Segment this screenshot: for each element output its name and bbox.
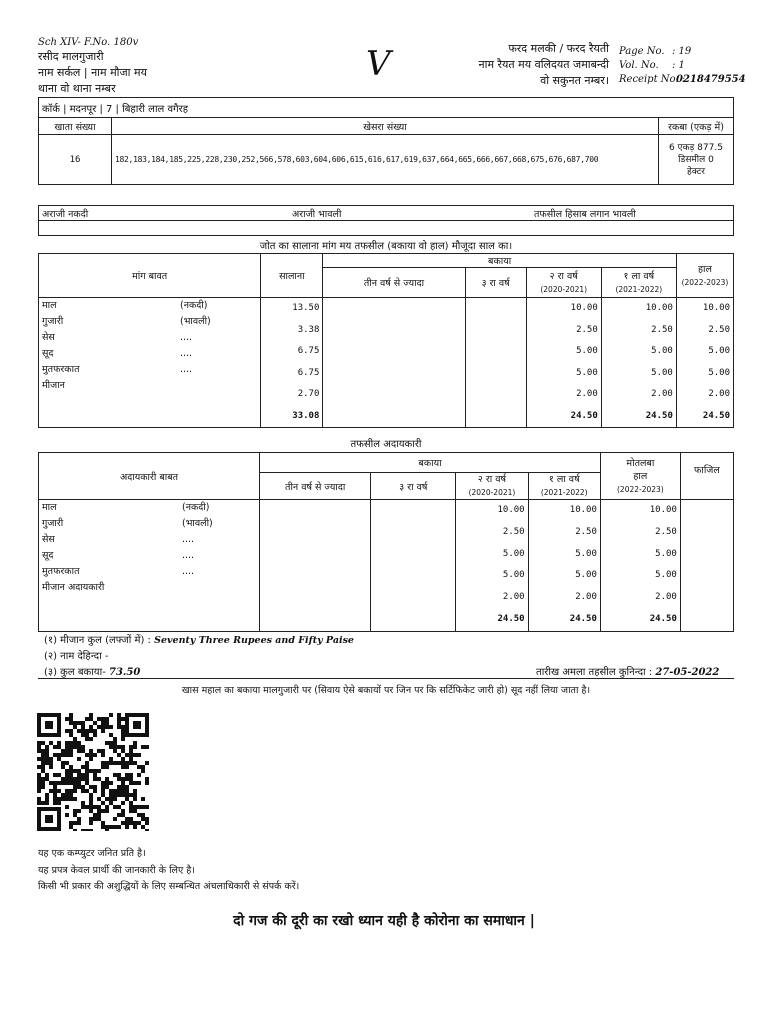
qr-code bbox=[37, 713, 149, 831]
motalba-hal-header: हाल bbox=[633, 470, 648, 482]
footer-line-1: यह एक कम्प्युटर जनित प्रति है। bbox=[38, 848, 146, 859]
pay-y1-gujari: 2.50 bbox=[575, 526, 597, 537]
doosra-varsh-year: (2020-2021) bbox=[540, 284, 588, 294]
pay-y2-mutafarkat: 2.00 bbox=[502, 592, 525, 603]
tafsil-hisab: तफसील हिसाब लगान भावली bbox=[531, 206, 734, 221]
pay-label-maal: माल bbox=[42, 502, 57, 513]
payment-doosra-varsh: २ रा वर्ष bbox=[477, 474, 506, 485]
payment-title: तफसील अदायकारी bbox=[350, 439, 422, 450]
payment-pehla-varsh: १ ला वर्ष bbox=[548, 474, 580, 485]
y2-sood: 5.00 bbox=[576, 367, 598, 378]
y1-gujari: 2.50 bbox=[651, 324, 673, 335]
label-gujari: गुजारी bbox=[42, 316, 64, 327]
pay-y1-ses: 5.00 bbox=[575, 548, 597, 559]
pay-hal-sood: 5.00 bbox=[655, 570, 677, 581]
motalba-hal-year: (2022-2023) bbox=[617, 484, 664, 494]
hal-sood: 5.00 bbox=[708, 367, 730, 378]
label-mutafarkat: मुतफरकात bbox=[42, 364, 80, 375]
pay-label-ses-dots: .... bbox=[182, 534, 195, 545]
khata-number: 16 bbox=[39, 135, 112, 185]
date-value: 27-05-2022 bbox=[655, 667, 720, 678]
label-mutafarkat-dots: .... bbox=[180, 364, 193, 375]
y2-maal: 10.00 bbox=[570, 303, 598, 313]
header-left-line-3: थाना वो थाना नम्बर bbox=[38, 82, 116, 95]
salana-ses: 6.75 bbox=[297, 346, 320, 356]
header-left-line-1: रसीद मालगुजारी bbox=[38, 50, 104, 63]
label-sood-dots: .... bbox=[180, 348, 193, 359]
khesra-numbers: 182,183,184,185,225,228,230,252,566,578,603,604,606,615,616,617,619,637,664,665,666,667,668,675,676,687,700 bbox=[112, 135, 659, 185]
vol-no-value: : 1 bbox=[672, 60, 685, 71]
label-meezan: मीजान bbox=[42, 380, 65, 391]
pay-hal-meezan: 24.50 bbox=[649, 613, 677, 624]
pay-y1-meezan: 24.50 bbox=[569, 613, 597, 624]
label-sood: सूद bbox=[42, 348, 54, 359]
pay-y2-maal: 10.00 bbox=[497, 505, 525, 515]
y1-maal: 10.00 bbox=[645, 303, 673, 313]
header-left-line-2: नाम सर्कल | नाम मौजा मय bbox=[38, 66, 147, 79]
salana-header: सालाना bbox=[261, 254, 323, 298]
page-no-label: Page No. bbox=[619, 46, 665, 57]
receipt-no-label: Receipt No. : bbox=[619, 74, 686, 85]
pay-label-mutafarkat: मुतफरकात bbox=[42, 566, 80, 577]
footer-line-3: किसी भी प्रकार की अशुद्धियों के लिए सम्बन्धित अंचलाधिकारी से संपर्क करें। bbox=[38, 881, 300, 892]
label-ses-dots: .... bbox=[180, 332, 193, 343]
araji-bhavli: अराजी भावली bbox=[289, 206, 531, 221]
pay-label-ses: सेस bbox=[42, 534, 55, 545]
hal-gujari: 2.50 bbox=[708, 324, 730, 335]
pay-y2-meezan: 24.50 bbox=[497, 613, 525, 624]
doosra-varsh-header: २ रा वर्ष bbox=[549, 270, 578, 282]
pay-label-sood: सूद bbox=[42, 550, 54, 561]
y2-mutafarkat: 2.00 bbox=[576, 389, 598, 399]
note-divider bbox=[38, 678, 734, 679]
pay-hal-gujari: 2.50 bbox=[655, 526, 677, 537]
hal-meezan: 24.50 bbox=[702, 410, 730, 421]
pay-y2-gujari: 2.50 bbox=[502, 526, 525, 537]
payment-pehla-year: (2021-2022) bbox=[540, 488, 588, 497]
footer-line-2: यह प्रपत्र केवल प्रार्थी की जानकारी के लिए है। bbox=[38, 865, 195, 876]
header-right-line-2: नाम रैयत मय वलिदयत जमाबन्दी bbox=[478, 58, 609, 71]
fazil-header: फाजिल bbox=[680, 453, 733, 500]
y2-gujari: 2.50 bbox=[576, 324, 598, 335]
total-bakaya-value: 73.50 bbox=[109, 667, 141, 678]
bakaya-header: बकाया bbox=[323, 254, 676, 268]
pay-y2-ses: 5.00 bbox=[502, 548, 525, 559]
khesra-number-header: खेसरा संख्या bbox=[112, 118, 659, 135]
rakba-acre: 6 एकड़ 877.5 bbox=[669, 142, 723, 153]
header-right-line-1: फरद मलकी / फरद रैयती bbox=[508, 42, 609, 55]
payment-teen-varsh: तीन वर्ष से ज्यादा bbox=[260, 473, 371, 500]
hal-mutafarkat: 2.00 bbox=[708, 389, 730, 399]
total-words-label: (१) मीजान कुल (लफ्जों में) : bbox=[44, 635, 151, 646]
teesra-varsh-header: ३ रा वर्ष bbox=[465, 268, 526, 298]
pay-hal-ses: 5.00 bbox=[655, 548, 677, 559]
pay-label-nakdi: (नकदी) bbox=[182, 502, 210, 513]
araji-table bbox=[38, 205, 734, 236]
total-bakaya-label: (३) कुल बकाया- bbox=[44, 667, 106, 678]
note-line: खास महाल का बकाया मालगुजारी पर (सिवाय ऐसे बकायों पर जिन पर कि सर्टिफिकेट जारी हो) सूद नहीं लिया जाता है। bbox=[181, 685, 591, 696]
payment-table bbox=[38, 452, 734, 632]
payment-bakaya-header: बकाया bbox=[260, 453, 601, 473]
rakba-header: रकबा (एकड़ में) bbox=[659, 118, 734, 135]
khata-table bbox=[38, 97, 734, 185]
salana-meezan: 33.08 bbox=[292, 410, 320, 421]
payment-teesra-varsh: ३ रा वर्ष bbox=[371, 473, 456, 500]
salana-gujari: 3.38 bbox=[297, 324, 320, 335]
hal-maal: 10.00 bbox=[702, 303, 730, 313]
y1-sood: 5.00 bbox=[651, 367, 673, 378]
y2-ses: 5.00 bbox=[576, 346, 598, 356]
pay-y2-sood: 5.00 bbox=[502, 570, 525, 581]
label-nakdi: (नकदी) bbox=[180, 300, 208, 311]
khata-number-header: खाता संख्या bbox=[39, 118, 112, 135]
slogan: दो गज की दूरी का रखो ध्यान यही है कोरोना का समाधान | bbox=[233, 913, 535, 929]
pay-y1-sood: 5.00 bbox=[575, 570, 597, 581]
page-no-value: : 19 bbox=[672, 46, 692, 57]
demand-table bbox=[38, 253, 734, 428]
y2-meezan: 24.50 bbox=[570, 410, 598, 421]
demand-title: जोत का सालाना मांग मय तफसील (बकाया वो हाल) मौजूदा साल का। bbox=[259, 241, 513, 252]
motalba-header: मोतलबा bbox=[626, 457, 655, 469]
pehla-varsh-header: १ ला वर्ष bbox=[623, 270, 655, 282]
y1-ses: 5.00 bbox=[651, 346, 673, 356]
adaykari-header: अदायकारी बाबत bbox=[39, 453, 260, 500]
maang-header: मांग बावत bbox=[39, 254, 261, 298]
pehla-varsh-year: (2021-2022) bbox=[615, 284, 663, 294]
pay-label-meezan: मीजान अदायकारी bbox=[42, 582, 105, 593]
hal-ses: 5.00 bbox=[708, 346, 730, 356]
pay-label-mutafarkat-dots: .... bbox=[182, 566, 195, 577]
pay-label-bhavli: (भावली) bbox=[182, 518, 213, 529]
pay-label-gujari: गुजारी bbox=[42, 518, 64, 529]
rakba-decimal: डिसमील 0 bbox=[678, 154, 714, 165]
payer-name-line: (२) नाम देहिन्दा - bbox=[44, 651, 109, 662]
teen-varsh-header: तीन वर्ष से ज्यादा bbox=[323, 268, 465, 298]
header-right-line-3: वो सकुनत नम्बर। bbox=[540, 74, 609, 87]
pay-y1-mutafarkat: 2.00 bbox=[575, 592, 597, 603]
hal-header: हाल bbox=[697, 263, 712, 275]
pay-hal-maal: 10.00 bbox=[649, 505, 677, 515]
schedule-number: Sch XIV- F.No. 180v bbox=[38, 37, 139, 48]
date-label: तारीख अमला तहसील कुनिन्दा : bbox=[536, 667, 653, 678]
salana-mutafarkat: 2.70 bbox=[297, 389, 320, 399]
araji-nakdi: अराजी नकदी bbox=[39, 206, 290, 221]
payment-doosra-year: (2020-2021) bbox=[468, 488, 516, 497]
label-maal: माल bbox=[42, 300, 57, 311]
label-bhavli: (भावली) bbox=[180, 316, 211, 327]
handwritten-mark: V bbox=[366, 44, 391, 84]
salana-maal: 13.50 bbox=[292, 303, 320, 313]
vol-no-label: Vol. No. bbox=[619, 60, 659, 71]
salana-sood: 6.75 bbox=[297, 367, 320, 378]
y1-mutafarkat: 2.00 bbox=[651, 389, 673, 399]
hal-year: (2022-2023) bbox=[681, 277, 729, 287]
rakba-hectare: हेक्टर bbox=[687, 166, 705, 177]
pay-y1-maal: 10.00 bbox=[569, 505, 597, 515]
pay-hal-mutafarkat: 2.00 bbox=[655, 592, 677, 603]
y1-meezan: 24.50 bbox=[645, 410, 673, 421]
receipt-no-value: 0218479554 bbox=[676, 74, 746, 85]
label-ses: सेस bbox=[42, 332, 55, 343]
location-line: कॉर्क | मदनपूर | 7 | बिहारी लाल वगैरह bbox=[39, 98, 734, 118]
pay-label-sood-dots: .... bbox=[182, 550, 195, 561]
total-words-value: Seventy Three Rupees and Fifty Paise bbox=[154, 635, 354, 646]
